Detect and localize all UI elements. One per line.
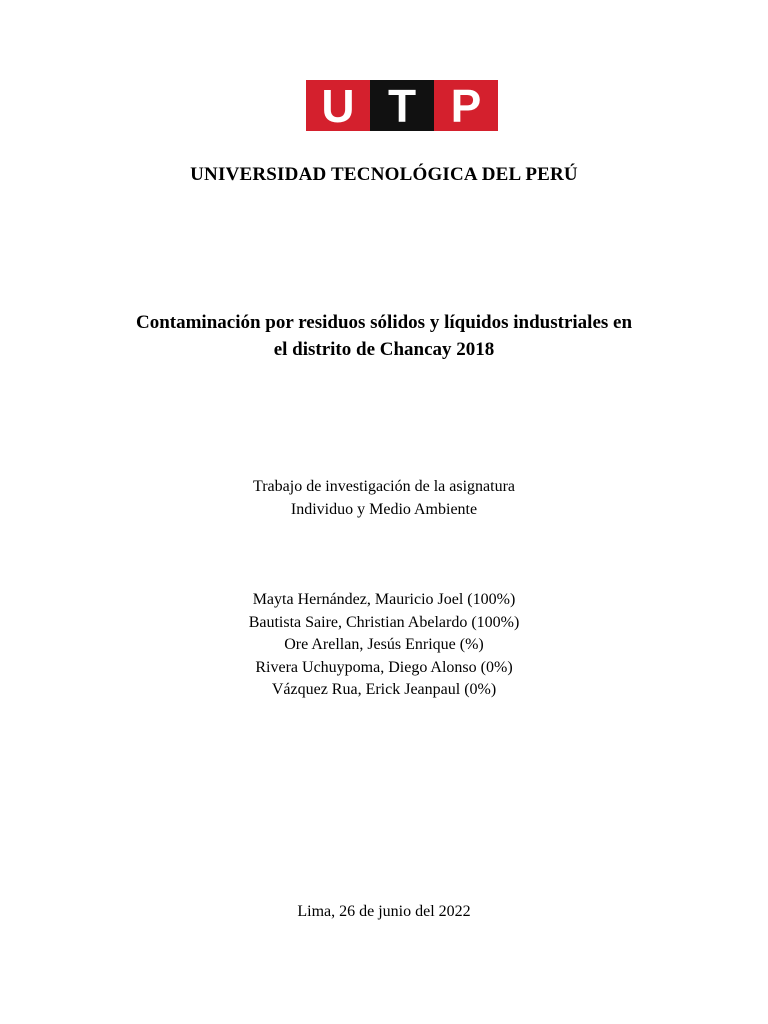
course-subtitle: [0, 475, 768, 521]
logo-letter-t: T: [370, 80, 434, 131]
author-list: [0, 589, 768, 702]
document-title: [0, 309, 768, 363]
author-name: Rivera Uchuypoma, Diego Alonso (0%): [255, 658, 513, 676]
subtitle-line-1: Trabajo de investigación de la asignatura: [253, 478, 515, 495]
logo-letter-u: U: [306, 80, 370, 131]
logo-letter-p: P: [434, 80, 498, 131]
utp-logo: [306, 80, 498, 131]
subtitle-line-2: Individuo y Medio Ambiente: [290, 501, 478, 518]
author-name: Ore Arellan, Jesús Enrique (%): [284, 636, 484, 653]
author-name: Bautista Saire, Christian Abelardo (100%): [248, 613, 520, 631]
author-name: Mayta Hernández, Mauricio Joel (100%): [252, 591, 516, 608]
author-name: Vázquez Rua, Erick Jeanpaul (0%): [271, 681, 497, 698]
document-date: Lima, 26 de junio del 2022: [297, 903, 471, 920]
university-name: UNIVERSIDAD TECNOLÓGICA DEL PERÚ: [190, 164, 578, 185]
title-line-2: el distrito de Chancay 2018: [273, 339, 495, 360]
title-line-1: Contaminación por residuos sólidos y líquidos industriales en: [135, 312, 633, 333]
